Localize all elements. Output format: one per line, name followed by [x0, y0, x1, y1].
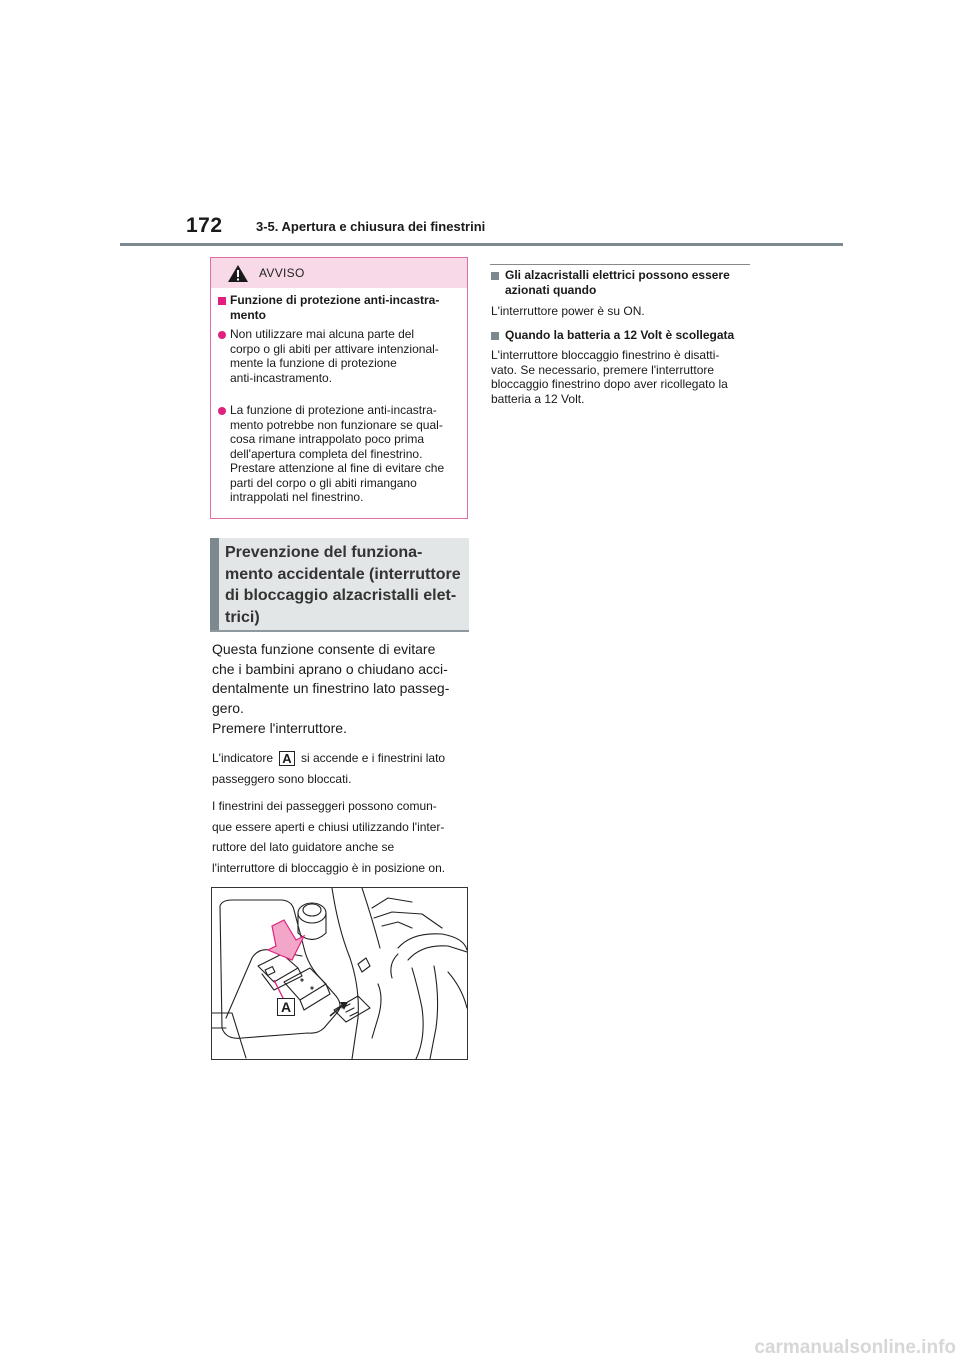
right-item-text: L'interruttore bloccaggio finestrino è disatti- vato. Se necessario, premere l'interruttore bloccaggio finestrino dopo aver ricollegato la batteria a 12 Volt. [491, 348, 728, 406]
indicator-text-line2: passeggero sono bloccati. [212, 772, 352, 786]
header-rule [120, 243, 843, 246]
warning-bullet [218, 407, 226, 415]
warning-bullet [218, 331, 226, 339]
indicator-text-after: si accende e i finestrini lato [301, 751, 446, 765]
section-heading-bar [210, 538, 219, 630]
right-item-heading: Quando la batteria a 12 Volt è scollegata [505, 328, 735, 342]
section-title: 3-5. Apertura e chiusura dei finestrini [256, 219, 486, 234]
warning-item: Non utilizzare mai alcuna parte del corpo o gli abiti per attivare intenzional- mente la funzione di protezione anti-incastramento. [230, 327, 439, 385]
indicator-label: A [279, 751, 295, 766]
section-instruction: Premere l'interruttore. [212, 720, 347, 736]
section-heading: Prevenzione del funziona- mento accidentale (interruttore di bloccaggio alzacristalli elet- trici) [225, 544, 461, 626]
door-panel-drawing [212, 888, 467, 1059]
warning-box [210, 257, 468, 519]
svg-text:carmanualsonline.info: carmanualsonline.info [754, 1337, 956, 1358]
right-square-bullet [491, 332, 499, 340]
warning-triangle-icon [227, 264, 249, 283]
warning-square-bullet [218, 297, 226, 305]
warning-heading: Funzione di protezione anti-incastra- mento [230, 293, 440, 322]
right-square-bullet [491, 272, 499, 280]
warning-title: AVVISO [259, 266, 305, 280]
door-switch-illustration [211, 887, 468, 1060]
warning-item: La funzione di protezione anti-incastra- mento potrebbe non funzionare se qual- cosa rimane intrappolato poco prima dell'apertura completa del finestrino. Prestare attenzione al fine di evitare che parti del corpo o gli abiti rimangano intrappolati nel finestrino. [230, 403, 445, 504]
warning-header [211, 258, 467, 288]
section-note: I finestrini dei passeggeri possono comun- que essere aperti e chiusi utilizzando l'inter- ruttore del lato guidatore anche se l'interruttore di bloccaggio è in posizione on. [212, 799, 446, 875]
callout-label-A: A [277, 998, 295, 1016]
watermark-logo [600, 1336, 960, 1358]
section-intro: Questa funzione consente di evitare che i bambini aprano o chiudano acci- dentalmente un finestrino lato passeg- gero. [212, 641, 450, 716]
indicator-text-before: L'indicatore [212, 751, 273, 765]
section-heading-band [210, 538, 469, 632]
right-item-text: L'interruttore power è su ON. [491, 304, 645, 318]
right-column-rule [490, 264, 750, 265]
right-item-heading: Gli alzacristalli elettrici possono essere azionati quando [505, 268, 730, 297]
page-number: 172 [186, 214, 223, 237]
